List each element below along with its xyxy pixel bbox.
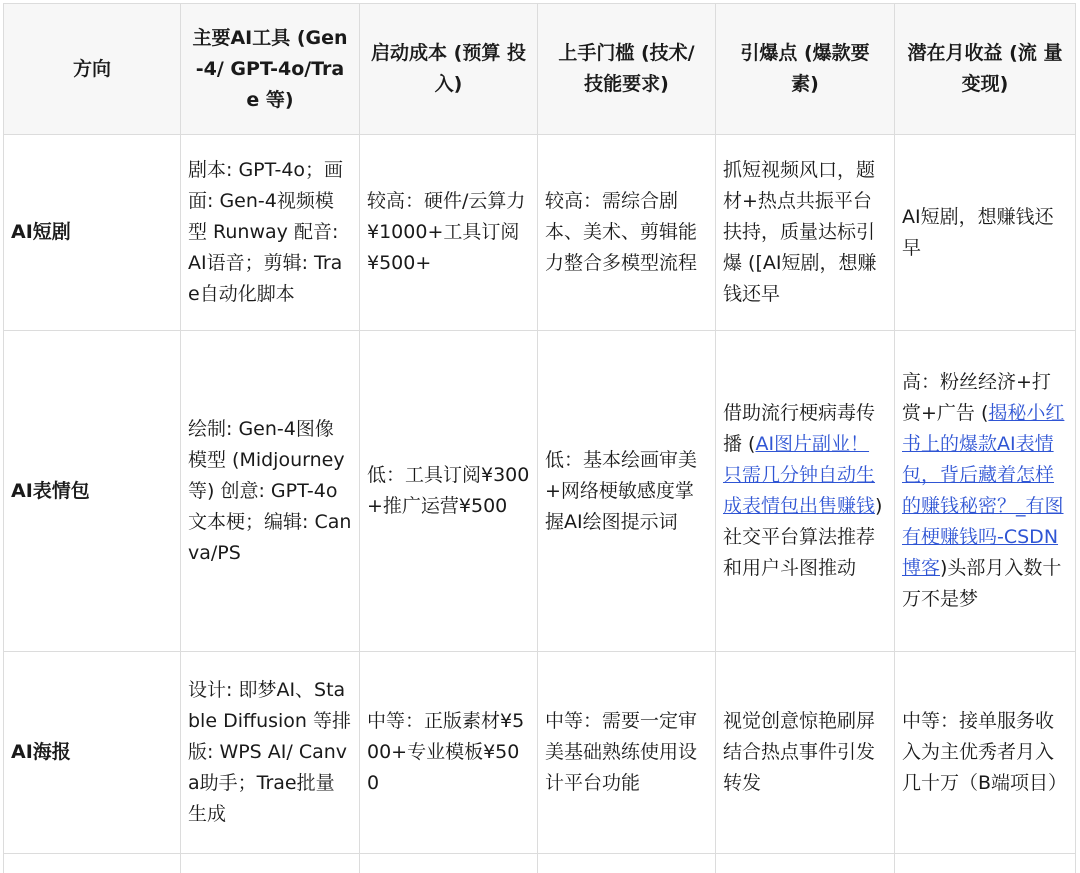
cell-direction: AI海报 xyxy=(4,652,181,854)
trigger-text-after: )社交平台算法推荐和用户斗图推动 xyxy=(723,495,883,579)
cell-cost: 较高：硬件/云算力¥1000+工具订阅¥500+ xyxy=(360,135,538,331)
cell-empty xyxy=(895,854,1076,873)
cell-tools: 绘制: Gen-4图像模型 (Midjourney等) 创意: GPT-4o文本梗；编辑: Canva/PS xyxy=(181,331,360,652)
cell-income: 中等：接单服务收入为主优秀者月入几十万（B端项目） xyxy=(895,652,1076,854)
cell-empty xyxy=(716,854,895,873)
cell-income: AI短剧，想赚钱还早 xyxy=(895,135,1076,331)
header-row xyxy=(4,4,1076,135)
table-row xyxy=(4,331,1076,652)
cell-trigger xyxy=(716,331,895,652)
table-row xyxy=(4,652,1076,854)
cell-threshold: 较高：需综合剧本、美术、剪辑能力整合多模型流程 xyxy=(538,135,716,331)
cell-threshold: 中等：需要一定审美基础熟练使用设计平台功能 xyxy=(538,652,716,854)
table-row-partial xyxy=(4,854,1076,873)
cell-tools: 设计: 即梦AI、Stable Diffusion 等排版: WPS AI/ Canva助手；Trae批量生成 xyxy=(181,652,360,854)
cell-empty xyxy=(538,854,716,873)
cell-direction: AI表情包 xyxy=(4,331,181,652)
cell-threshold: 低：基本绘画审美+网络梗敏感度掌握AI绘图提示词 xyxy=(538,331,716,652)
table-row xyxy=(4,135,1076,331)
header-tools: 主要AI工具 (Gen-4/ GPT-4o/Trae 等) xyxy=(181,4,360,135)
trigger-reference-link[interactable]: AI图片副业！只需几分钟自动生成表情包出售赚钱 xyxy=(723,433,876,517)
cell-direction: AI短剧 xyxy=(4,135,181,331)
income-reference-link[interactable]: 揭秘小红书上的爆款AI表情包，背后藏着怎样的赚钱秘密？_有图有梗赚钱吗-CSDN博客 xyxy=(902,402,1065,579)
cell-empty xyxy=(360,854,538,873)
header-threshold: 上手门槛 (技术/ 技能要求) xyxy=(538,4,716,135)
table-body xyxy=(4,135,1076,873)
trigger-text-before: 借助流行梗病毒传播 ( xyxy=(723,402,876,455)
cell-tools: 剧本: GPT-4o；画面: Gen-4视频模型 Runway 配音: AI语音；剪辑: Trae自动化脚本 xyxy=(181,135,360,331)
cell-empty xyxy=(181,854,360,873)
cell-cost: 中等：正版素材¥500+专业模板¥500 xyxy=(360,652,538,854)
header-direction: 方向 xyxy=(4,4,181,135)
cell-trigger: 视觉创意惊艳刷屏结合热点事件引发转发 xyxy=(716,652,895,854)
header-cost: 启动成本 (预算 投入) xyxy=(360,4,538,135)
cell-empty xyxy=(4,854,181,873)
cell-cost: 低：工具订阅¥300+推广运营¥500 xyxy=(360,331,538,652)
table-header xyxy=(4,4,1076,135)
header-trigger: 引爆点 (爆款要 素) xyxy=(716,4,895,135)
cell-trigger: 抓短视频风口，题材+热点共振平台扶持，质量达标引爆 ([AI短剧，想赚钱还早 xyxy=(716,135,895,331)
cell-income xyxy=(895,331,1076,652)
income-text-after: )头部月入数十万不是梦 xyxy=(902,557,1062,610)
income-text-before: 高：粉丝经济+打赏+广告 ( xyxy=(902,371,1051,424)
header-income: 潜在月收益 (流 量变现) xyxy=(895,4,1076,135)
comparison-table xyxy=(3,3,1076,873)
